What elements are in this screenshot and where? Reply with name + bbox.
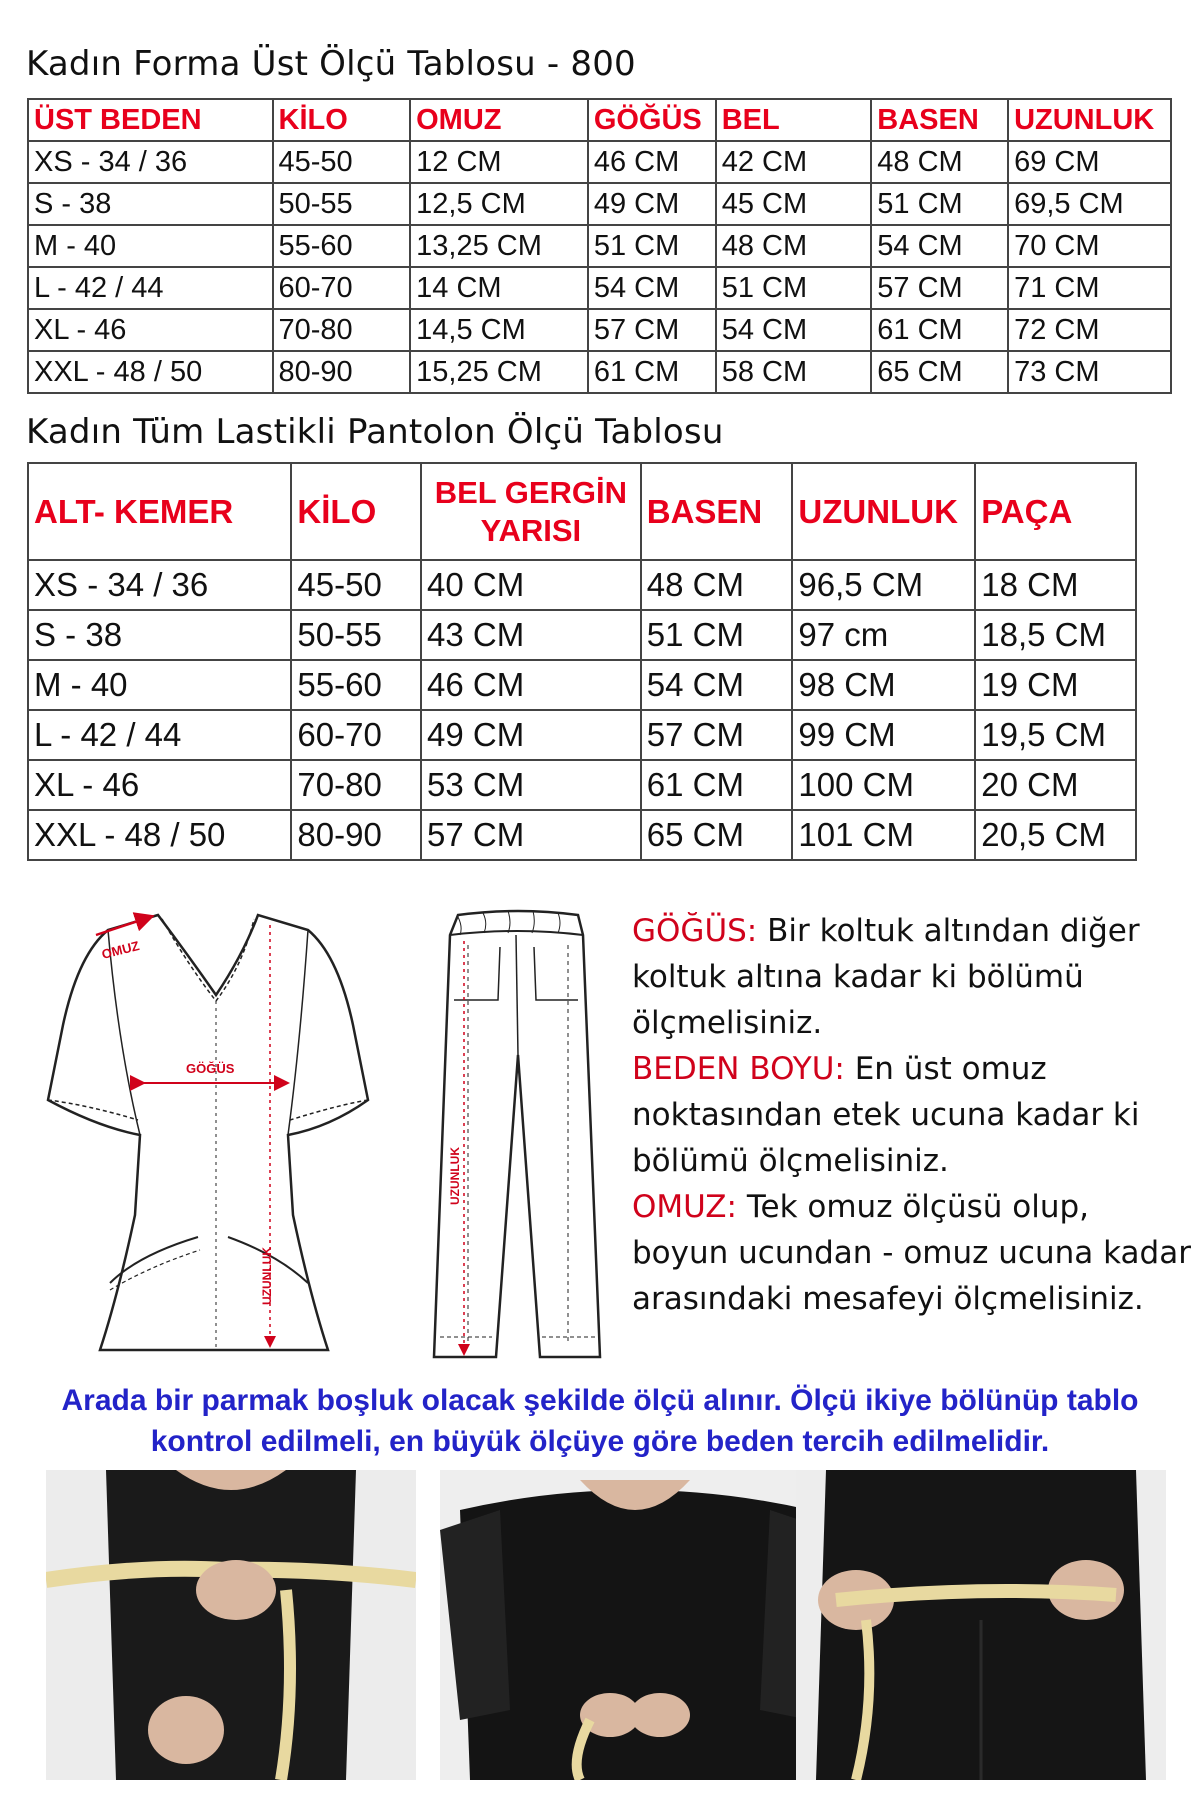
table-cell: 46 CM xyxy=(421,660,641,710)
table-cell: XXL - 48 / 50 xyxy=(28,810,291,860)
table-row xyxy=(28,810,1136,860)
omuz-label: OMUZ xyxy=(100,938,141,962)
table-cell: 60-70 xyxy=(273,267,411,309)
table-cell: 20 CM xyxy=(975,760,1136,810)
table-row xyxy=(28,267,1171,309)
table-cell: XS - 34 / 36 xyxy=(28,141,273,183)
bottom-table-title: Kadın Tüm Lastikli Pantolon Ölçü Tablosu xyxy=(26,412,724,452)
table-cell: 49 CM xyxy=(588,183,716,225)
table-cell: L - 42 / 44 xyxy=(28,710,291,760)
table-cell: 18 CM xyxy=(975,560,1136,610)
table-cell: 51 CM xyxy=(588,225,716,267)
table-cell: 71 CM xyxy=(1008,267,1171,309)
table-cell: 69,5 CM xyxy=(1008,183,1171,225)
table-cell: 70-80 xyxy=(291,760,421,810)
table-cell: 13,25 CM xyxy=(410,225,588,267)
uzunluk-label: UZUNLUK xyxy=(448,1147,462,1205)
table-cell: 70-80 xyxy=(273,309,411,351)
table-cell: 53 CM xyxy=(421,760,641,810)
table-cell: 80-90 xyxy=(291,810,421,860)
table-cell: 12 CM xyxy=(410,141,588,183)
table-cell: 45-50 xyxy=(273,141,411,183)
table-cell: 72 CM xyxy=(1008,309,1171,351)
hip-measurement-photo xyxy=(796,1470,1166,1780)
table-cell: 54 CM xyxy=(641,660,793,710)
table-cell: XL - 46 xyxy=(28,760,291,810)
table-cell: 42 CM xyxy=(716,141,872,183)
table-cell: 45 CM xyxy=(716,183,872,225)
table-cell: 96,5 CM xyxy=(792,560,975,610)
table-cell: 60-70 xyxy=(291,710,421,760)
table-cell: 43 CM xyxy=(421,610,641,660)
table-cell: 48 CM xyxy=(716,225,872,267)
trousers-size-table xyxy=(27,462,1137,861)
table-cell: 19 CM xyxy=(975,660,1136,710)
table-cell: 54 CM xyxy=(871,225,1008,267)
table-cell: XL - 46 xyxy=(28,309,273,351)
chest-measurement-photo xyxy=(46,1470,416,1780)
table-cell: L - 42 / 44 xyxy=(28,267,273,309)
header-cell: UZUNLUK xyxy=(792,463,975,560)
table-cell: 14,5 CM xyxy=(410,309,588,351)
top-table-title: Kadın Forma Üst Ölçü Tablosu - 800 xyxy=(26,44,636,84)
header-cell: PAÇA xyxy=(975,463,1136,560)
measurement-note: Arada bir parmak boşluk olacak şekilde ölçü alınır. Ölçü ikiye bölünüp tablo kontrol edilmeli, en büyük ölçüye göre beden tercih edilmelidir. xyxy=(61,1384,1139,1458)
table-row xyxy=(28,610,1136,660)
header-cell: KİLO xyxy=(273,99,411,141)
table-row xyxy=(28,710,1136,760)
table-cell: 98 CM xyxy=(792,660,975,710)
table-row xyxy=(28,760,1136,810)
table-cell: 12,5 CM xyxy=(410,183,588,225)
table-cell: 61 CM xyxy=(588,351,716,393)
table-row xyxy=(28,351,1171,393)
table-row xyxy=(28,309,1171,351)
table-cell: 57 CM xyxy=(421,810,641,860)
table-cell: 69 CM xyxy=(1008,141,1171,183)
table-row xyxy=(28,225,1171,267)
table-cell: S - 38 xyxy=(28,183,273,225)
table-cell: 50-55 xyxy=(273,183,411,225)
table-cell: 58 CM xyxy=(716,351,872,393)
header-line: BEL GERGİN xyxy=(434,474,628,510)
legend-gogus-key: GÖĞÜS: xyxy=(632,913,758,949)
legend-omuz-key: OMUZ: xyxy=(632,1189,737,1225)
header-cell: GÖĞÜS xyxy=(588,99,716,141)
table-cell: 99 CM xyxy=(792,710,975,760)
table-cell: 14 CM xyxy=(410,267,588,309)
table-row xyxy=(28,141,1171,183)
table-cell: 97 cm xyxy=(792,610,975,660)
table-cell: 48 CM xyxy=(871,141,1008,183)
waist-measurement-photo xyxy=(440,1470,830,1780)
table-header-row xyxy=(28,99,1171,141)
uzunluk-label: UZUNLUK xyxy=(260,1247,274,1305)
table-cell: 46 CM xyxy=(588,141,716,183)
table-cell: 73 CM xyxy=(1008,351,1171,393)
table-cell: 54 CM xyxy=(716,309,872,351)
table-cell: 61 CM xyxy=(871,309,1008,351)
table-cell: 51 CM xyxy=(871,183,1008,225)
legend-beden-key: BEDEN BOYU: xyxy=(632,1051,845,1087)
table-cell: XXL - 48 / 50 xyxy=(28,351,273,393)
table-cell: 54 CM xyxy=(588,267,716,309)
table-row xyxy=(28,183,1171,225)
header-line: YARISI xyxy=(480,512,582,548)
header-cell: ÜST BEDEN xyxy=(28,99,273,141)
header-cell xyxy=(421,463,641,560)
table-row xyxy=(28,560,1136,610)
table-cell: 100 CM xyxy=(792,760,975,810)
header-cell: OMUZ xyxy=(410,99,588,141)
table-cell: 15,25 CM xyxy=(410,351,588,393)
table-cell: 55-60 xyxy=(273,225,411,267)
table-cell: 18,5 CM xyxy=(975,610,1136,660)
table-cell: 65 CM xyxy=(871,351,1008,393)
table-cell: 101 CM xyxy=(792,810,975,860)
table-row xyxy=(28,660,1136,710)
table-cell: S - 38 xyxy=(28,610,291,660)
table-cell: 80-90 xyxy=(273,351,411,393)
table-cell: XS - 34 / 36 xyxy=(28,560,291,610)
header-cell: BASEN xyxy=(871,99,1008,141)
table-cell: 51 CM xyxy=(716,267,872,309)
table-cell: 50-55 xyxy=(291,610,421,660)
scrub-top-illustration xyxy=(38,895,378,1365)
table-cell: 45-50 xyxy=(291,560,421,610)
table-header-row xyxy=(28,463,1136,560)
header-cell: ALT- KEMER xyxy=(28,463,291,560)
table-cell: 57 CM xyxy=(641,710,793,760)
measurement-legend xyxy=(632,908,1192,1322)
table-cell: 51 CM xyxy=(641,610,793,660)
table-cell: 55-60 xyxy=(291,660,421,710)
table-cell: 61 CM xyxy=(641,760,793,810)
table-cell: 20,5 CM xyxy=(975,810,1136,860)
table-cell: M - 40 xyxy=(28,660,291,710)
table-cell: 19,5 CM xyxy=(975,710,1136,760)
legend-beden-text: En üst omuz noktasından etek ucuna kadar ki bölümü ölçmelisiniz. xyxy=(632,1051,1140,1179)
top-size-table xyxy=(27,98,1172,394)
legend-gogus-text: Bir koltuk altından diğer koltuk altına kadar ki bölümü ölçmelisiniz. xyxy=(632,913,1140,1041)
table-cell: 65 CM xyxy=(641,810,793,860)
legend-omuz-text: Tek omuz ölçüsü olup, boyun ucundan - omuz ucuna kadar arasındaki mesafeyi ölçmelisiniz. xyxy=(632,1189,1191,1317)
table-cell: 70 CM xyxy=(1008,225,1171,267)
table-cell: 57 CM xyxy=(871,267,1008,309)
table-cell: 49 CM xyxy=(421,710,641,760)
table-cell: 57 CM xyxy=(588,309,716,351)
header-cell: BASEN xyxy=(641,463,793,560)
header-cell: BEL xyxy=(716,99,872,141)
gogus-label: GÖĞÜS xyxy=(186,1061,235,1076)
table-cell: 48 CM xyxy=(641,560,793,610)
table-cell: 40 CM xyxy=(421,560,641,610)
trousers-illustration xyxy=(428,905,603,1365)
header-cell: KİLO xyxy=(291,463,421,560)
table-cell: M - 40 xyxy=(28,225,273,267)
header-cell: UZUNLUK xyxy=(1008,99,1171,141)
